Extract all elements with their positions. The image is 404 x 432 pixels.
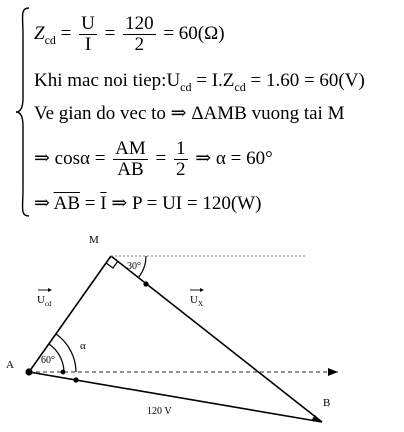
vector-diagram-line: Ve gian do vec to ⇒ ΔAMB vuong tai M [34, 103, 345, 124]
arrowhead-horizontal [328, 368, 338, 376]
fraction-120-over-2: $\frac{120}{2}$ [125, 13, 154, 55]
left-brace [14, 6, 32, 218]
impedance-line: $Z_{cd}$ = $\frac{U}{I}$ = $\frac{120}{2}$ = 60(Ω) [34, 13, 225, 55]
vector-ab-line [29, 372, 322, 422]
label-120v: 120 V [147, 406, 172, 417]
label-ux [190, 288, 204, 308]
cosine-line: ⇒ cosα = $\frac{AM}{AB}$ = $\frac{1}{2}$ ⇒ α = 60° [34, 138, 273, 180]
label-b: B [323, 397, 331, 409]
label-m: M [89, 234, 99, 246]
arc-alpha [56, 334, 76, 372]
dot-on-ab [73, 377, 78, 382]
fraction-am-over-ab: $\frac{AM}{AB}$ [115, 138, 146, 180]
vector-diagram [0, 226, 404, 432]
fraction-u-over-i: $\frac{U}{I}$ [81, 13, 95, 55]
series-voltage-line: Khi mac noi $tiep:U_{cd} = I.Z_{cd} = 1.60 = 60(V)$ [34, 70, 365, 94]
svg-text:Ucd: $U_{cd}$ [37, 294, 52, 308]
arrowhead-b [311, 415, 322, 422]
dot-on-horizontal [61, 370, 66, 375]
label-angle-30: 30° [127, 261, 141, 272]
vector-ux-line [111, 256, 322, 422]
power-line: ⇒ $\overline{AB} = \overline{I}$ ⇒ P = UI = 120(W) [34, 193, 262, 214]
label-a: A [6, 359, 14, 371]
label-angle-alpha: α [80, 340, 86, 352]
label-angle-60: 60° [41, 355, 55, 366]
fraction-one-half: $\frac{1}{2}$ [176, 138, 186, 180]
right-angle-marker [106, 261, 118, 268]
dot-on-ux [143, 281, 148, 286]
label-ucd [37, 288, 52, 308]
svg-text:UX: $U_X$ [190, 294, 204, 308]
point-a-dot [25, 368, 32, 375]
